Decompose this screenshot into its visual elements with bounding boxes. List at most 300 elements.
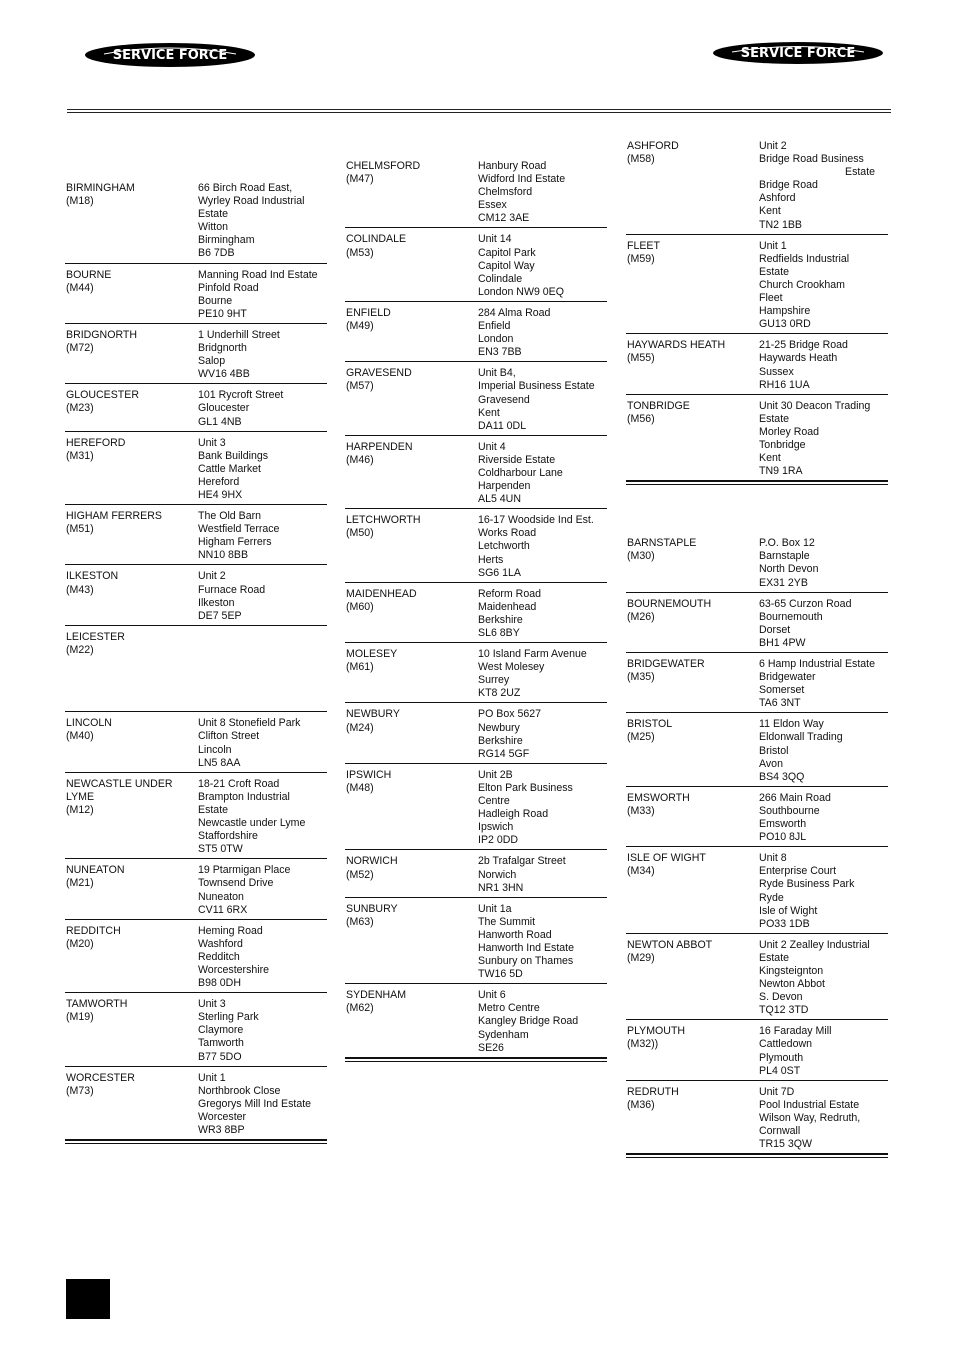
address-line: Gregorys Mill Ind Estate	[198, 1097, 312, 1110]
address-line: PO33 1DB	[759, 917, 810, 930]
address-line: Church Crookham	[759, 278, 845, 291]
address-line: Imperial Business Estate	[478, 380, 595, 393]
header-rule	[67, 109, 891, 113]
address-line: Coldharbour Lane	[478, 466, 563, 479]
centre-address	[759, 537, 888, 589]
address-line: Fleet	[759, 292, 783, 305]
centre-code: (M31)	[66, 449, 94, 462]
service-centre-entry	[65, 859, 327, 919]
service-centre-entry	[626, 653, 888, 713]
address-line: Kent	[759, 205, 781, 218]
address-line: Isle of Wight	[759, 904, 818, 917]
address-line: EX31 2YB	[759, 576, 808, 589]
centre-code: (M50)	[346, 527, 374, 540]
centre-location	[626, 537, 759, 589]
centre-address	[198, 329, 327, 381]
address-line: Bourne	[198, 294, 233, 307]
logo-text: SERVICE FORCE	[740, 46, 856, 61]
centre-code: (M53)	[346, 246, 374, 259]
centre-location	[626, 1086, 759, 1151]
centre-address	[478, 769, 607, 848]
address-line: Newbury	[478, 721, 520, 734]
centre-code: (M19)	[66, 1011, 94, 1024]
address-line: North Devon	[759, 563, 819, 576]
centre-location	[345, 769, 478, 848]
address-line: Hampshire	[759, 305, 811, 318]
address-line: Eldonwall Trading	[759, 731, 843, 744]
address-line: NN10 8BB	[198, 549, 249, 562]
address-column	[65, 182, 327, 1144]
centre-address	[198, 864, 327, 916]
town-name: IPSWICH	[346, 768, 392, 781]
centre-code: (M59)	[627, 252, 655, 265]
centre-code: (M26)	[627, 610, 655, 623]
service-centre-entry	[626, 847, 888, 934]
address-column	[626, 140, 888, 1158]
address-line: Letchworth	[478, 540, 530, 553]
address-line: Bank Buildings	[198, 449, 269, 462]
section-end-rule	[65, 1140, 327, 1144]
town-name: PLYMOUTH	[627, 1025, 686, 1038]
address-line: Cornwall	[759, 1125, 801, 1137]
address-line: PO Box 5627	[478, 708, 542, 721]
address-line: Witton	[198, 221, 229, 234]
town-name: BOURNEMOUTH	[627, 597, 712, 610]
address-line: Newcastle under Lyme	[198, 817, 306, 830]
address-line: Ilkeston	[198, 596, 235, 609]
address-line: TW16 5D	[478, 968, 523, 981]
address-line: Bridgewater	[759, 671, 816, 684]
service-centre-entry	[626, 235, 888, 335]
address-line: Estate	[759, 951, 790, 964]
address-line: Unit 8 Stonefield Park	[198, 717, 301, 730]
address-line: Ryde	[759, 891, 784, 904]
address-line: Manning Road Ind Estate	[198, 268, 318, 281]
centre-code: (M23)	[66, 402, 94, 415]
centre-address	[198, 182, 327, 261]
address-line: Emsworth	[759, 818, 807, 831]
address-line: Capitol Park	[478, 246, 536, 259]
town-name: BIRMINGHAM	[66, 182, 135, 194]
address-line: Estate	[845, 166, 876, 179]
address-line: Hanworth Road	[478, 928, 552, 941]
address-line: DE7 5EP	[198, 609, 242, 622]
address-line: Bristol	[759, 744, 789, 757]
centre-address	[759, 939, 888, 1018]
centre-location	[626, 718, 759, 783]
centre-address	[198, 998, 327, 1063]
address-line: Capitol Way	[478, 259, 535, 272]
centre-address	[198, 510, 327, 562]
address-line: SG6 1LA	[478, 566, 521, 579]
centre-code: (M18)	[66, 195, 94, 208]
address-line: Works Road	[478, 527, 537, 540]
address-line: B6 7DB	[198, 247, 235, 260]
centre-code: (M43)	[66, 583, 94, 596]
service-centre-entry	[345, 302, 607, 362]
centre-location	[345, 903, 478, 982]
address-line: Bridge Road	[759, 179, 818, 192]
address-line	[198, 683, 327, 696]
address-line: GU13 0RD	[759, 318, 811, 331]
service-centre-entry	[65, 626, 327, 713]
address-line: Estate	[198, 208, 229, 221]
address-line: 21-25 Bridge Road	[759, 339, 848, 352]
address-line: Ryde Business Park	[759, 878, 855, 891]
centre-code: (M73)	[66, 1084, 94, 1097]
address-line: Southbourne	[759, 804, 820, 817]
address-line: PO10 8JL	[759, 831, 807, 844]
address-line: Furnace Road	[198, 583, 266, 596]
town-name: LEICESTER	[66, 630, 125, 643]
service-centre-entry	[65, 182, 327, 264]
address-line: BH1 4PW	[759, 636, 806, 649]
centre-location	[65, 437, 198, 502]
address-line: Brampton Industrial	[198, 790, 290, 803]
address-line: Barnstaple	[759, 550, 810, 563]
service-centre-entry	[65, 432, 327, 505]
centre-address	[198, 437, 327, 502]
address-line: Cattledown	[759, 1038, 812, 1051]
address-line: Northbrook Close	[198, 1084, 281, 1097]
centre-address	[759, 792, 888, 844]
address-line: Enterprise Court	[759, 865, 837, 878]
centre-code: (M40)	[66, 730, 94, 743]
address-line: Sydenham	[478, 1028, 529, 1041]
centre-location	[626, 240, 759, 332]
centre-code: (M33)	[627, 804, 655, 817]
town-name: HAYWARDS HEATH	[627, 339, 726, 352]
service-centre-entry	[65, 993, 327, 1066]
address-line: Unit 6	[478, 989, 506, 1002]
address-line: Ashford	[759, 192, 796, 205]
address-line: HE4 9HX	[198, 488, 243, 501]
town-name: SUNBURY	[346, 902, 398, 915]
service-centre-entry	[65, 773, 327, 860]
address-line: Avon	[759, 757, 783, 770]
address-line: SE26	[478, 1041, 504, 1054]
address-line: Unit B4,	[478, 367, 516, 380]
centre-location	[345, 648, 478, 700]
address-line: Salop	[198, 355, 226, 368]
service-centre-entry	[345, 362, 607, 435]
service-centre-entry	[345, 160, 607, 228]
address-line: Nuneaton	[198, 890, 244, 903]
centre-location	[345, 514, 478, 579]
service-centre-entry	[65, 505, 327, 565]
address-line: Tonbridge	[759, 438, 806, 451]
address-line: Harpenden	[478, 480, 531, 493]
address-line: Heming Road	[198, 924, 263, 937]
address-line: DA11 0DL	[478, 419, 527, 432]
town-name: MOLESEY	[346, 648, 398, 661]
address-line: Chelmsford	[478, 186, 533, 199]
service-centre-entry	[65, 324, 327, 384]
serviceforce-logo-left	[84, 40, 256, 70]
address-line: CM12 3AE	[478, 212, 530, 225]
centre-code: (M36)	[627, 1098, 655, 1111]
address-line: Elton Park Business	[478, 781, 573, 794]
town-name: HIGHAM FERRERS	[66, 510, 162, 523]
centre-address	[478, 708, 607, 760]
address-line: Unit 8	[759, 852, 787, 865]
centre-location	[345, 367, 478, 432]
address-line: Kent	[478, 406, 500, 419]
centre-address	[759, 140, 888, 232]
address-line: Somerset	[759, 684, 805, 697]
centre-address	[759, 598, 888, 650]
address-line: PE10 9HT	[198, 307, 247, 320]
region-section	[626, 537, 888, 1158]
centre-location	[65, 864, 198, 916]
centre-location	[626, 400, 759, 479]
address-line: 266 Main Road	[759, 791, 831, 804]
address-line: TN9 1RA	[759, 465, 803, 478]
address-line: Riverside Estate	[478, 453, 556, 466]
address-line: TN2 1BB	[759, 218, 802, 231]
address-line: 18-21 Croft Road	[198, 777, 280, 790]
centre-location	[65, 925, 198, 990]
centre-address	[478, 989, 607, 1054]
address-line: Unit 1	[198, 1071, 226, 1084]
address-line: Colindale	[478, 272, 523, 285]
address-line: Wilson Way, Redruth,	[759, 1111, 861, 1124]
address-line: Westfield Terrace	[198, 523, 280, 536]
centre-location	[345, 160, 478, 225]
address-line: B77 5DO	[198, 1050, 242, 1063]
address-line: Pinfold Road	[198, 281, 259, 294]
service-centre-entry	[345, 643, 607, 703]
centre-location	[65, 389, 198, 428]
region-section	[626, 140, 888, 485]
centre-address	[198, 389, 327, 428]
town-name: SYDENHAM	[346, 989, 407, 1002]
address-line: London	[478, 333, 514, 346]
centre-location	[65, 631, 198, 710]
centre-code: (M63)	[346, 915, 374, 928]
address-line: Unit 14	[478, 233, 512, 246]
address-line: Unit 3	[198, 436, 226, 449]
address-line: Sterling Park	[198, 1011, 259, 1024]
town-name: BRIDGNORTH	[66, 328, 138, 341]
centre-code: (M72)	[66, 342, 94, 355]
address-column	[345, 160, 607, 1062]
address-line: 101 Rycroft Street	[198, 389, 284, 402]
centre-location	[626, 598, 759, 650]
centre-location	[65, 269, 198, 321]
town-name: NORWICH	[346, 855, 398, 868]
address-line: GL1 4NB	[198, 415, 242, 428]
address-line: Berkshire	[478, 734, 523, 747]
town-name: HARPENDEN	[346, 440, 413, 453]
centre-code: (M51)	[66, 523, 94, 536]
service-centre-entry	[345, 764, 607, 851]
centre-code: (M47)	[346, 173, 374, 186]
address-line: Essex	[478, 199, 507, 212]
centre-address	[478, 307, 607, 359]
town-name: MAIDENHEAD	[346, 587, 417, 600]
address-line: The Old Barn	[198, 510, 262, 523]
address-line: EN3 7BB	[478, 346, 522, 359]
address-line: Hanbury Road	[478, 160, 547, 172]
centre-location	[65, 182, 198, 261]
address-line: Norwich	[478, 868, 517, 881]
centre-address	[759, 1025, 888, 1077]
centre-location	[345, 588, 478, 640]
centre-code: (M30)	[627, 550, 655, 563]
town-name: HEREFORD	[66, 436, 126, 449]
address-line: 11 Eldon Way	[759, 718, 824, 731]
centre-address	[478, 648, 607, 700]
address-line: Claymore	[198, 1024, 244, 1037]
address-line: Unit 30 Deacon Trading	[759, 399, 871, 412]
centre-address	[478, 160, 607, 225]
town-name: NEWTON ABBOT	[627, 938, 713, 951]
service-centre-entry	[65, 565, 327, 625]
address-line: WV16 4BB	[198, 368, 250, 381]
service-centre-entry	[345, 703, 607, 763]
town-name: BARNSTAPLE	[627, 537, 697, 550]
address-line: B98 0DH	[198, 977, 241, 990]
service-centre-entry	[626, 140, 888, 235]
address-line: Unit 1a	[478, 902, 512, 915]
address-line: TR15 3QW	[759, 1138, 812, 1151]
address-line: SL6 8BY	[478, 627, 520, 639]
address-line: Higham Ferrers	[198, 536, 272, 549]
address-line: Bridge Road Business	[759, 153, 864, 166]
town-name: BRIDGEWATER	[627, 658, 705, 670]
address-line: ST5 0TW	[198, 843, 243, 856]
town-name: REDRUTH	[627, 1085, 679, 1098]
address-line: Dorset	[759, 623, 791, 636]
centre-address	[759, 400, 888, 479]
address-line: 6 Hamp Industrial Estate	[759, 658, 875, 670]
service-centre-entry	[345, 228, 607, 301]
service-centre-entry	[345, 436, 607, 509]
town-name: CHELMSFORD	[346, 160, 421, 172]
centre-address	[478, 855, 607, 894]
address-line: Widford Ind Estate	[478, 173, 566, 186]
centre-address	[478, 441, 607, 506]
town-name: EMSWORTH	[627, 791, 690, 804]
centre-code: (M62)	[346, 1002, 374, 1015]
town-name: BRISTOL	[627, 718, 673, 731]
centre-address	[759, 240, 888, 332]
address-line: AL5 4UN	[478, 493, 521, 506]
address-line: Cattle Market	[198, 462, 261, 475]
town-name: BOURNE	[66, 268, 112, 281]
town-name: TONBRIDGE	[627, 399, 690, 412]
address-line: Birmingham	[198, 234, 255, 247]
centre-code: (M46)	[346, 453, 374, 466]
address-line: Worcestershire	[198, 963, 270, 976]
address-line: Washford	[198, 937, 243, 950]
address-line: Unit 1	[759, 239, 787, 252]
service-centre-entry	[65, 712, 327, 772]
service-centre-entry	[626, 713, 888, 786]
centre-location	[65, 1072, 198, 1137]
centre-code: (M52)	[346, 868, 374, 881]
address-line: Unit 2B	[478, 768, 513, 781]
centre-address	[759, 852, 888, 931]
address-line: Hadleigh Road	[478, 808, 549, 821]
address-line: P.O. Box 12	[759, 537, 815, 550]
centre-address	[759, 1086, 888, 1151]
address-line: BS4 3QQ	[759, 770, 805, 783]
centre-code: (M61)	[346, 661, 374, 674]
service-centre-entry	[65, 384, 327, 431]
address-line: Gloucester	[198, 402, 250, 415]
service-centre-entry	[345, 850, 607, 897]
address-line: London NW9 0EQ	[478, 285, 564, 298]
centre-address	[198, 1072, 327, 1137]
address-line: Estate	[198, 803, 229, 816]
address-line: Morley Road	[759, 425, 820, 438]
section-gap	[626, 485, 888, 537]
town-name: FLEET	[627, 239, 660, 252]
service-centre-entry	[345, 509, 607, 582]
address-line: Herts	[478, 553, 504, 566]
town-name: ISLE OF WIGHT	[627, 852, 706, 865]
address-line: Townsend Drive	[198, 877, 274, 890]
town-name: REDDITCH	[66, 924, 121, 937]
address-line: Centre	[478, 795, 510, 808]
centre-location	[65, 778, 198, 857]
address-line: Hanworth Ind Estate	[478, 941, 574, 954]
address-line: 16-17 Woodside Ind Est.	[478, 514, 594, 527]
address-line: TA6 3NT	[759, 697, 801, 710]
service-centre-entry	[65, 264, 327, 324]
centre-code: (M56)	[627, 412, 655, 425]
centre-address	[478, 903, 607, 982]
address-line	[198, 631, 327, 644]
service-centre-entry	[626, 934, 888, 1021]
centre-code: (M25)	[627, 731, 655, 744]
service-centre-entry	[626, 537, 888, 592]
centre-location	[626, 1025, 759, 1077]
address-line: Kent	[759, 452, 781, 465]
town-name: WORCESTER	[66, 1071, 135, 1084]
centre-code: (M44)	[66, 281, 94, 294]
service-centre-entry	[626, 593, 888, 653]
town-name: NEWCASTLE UNDER LYME	[66, 777, 173, 803]
service-centre-entry	[626, 787, 888, 847]
centre-location	[345, 307, 478, 359]
service-centre-entry	[626, 395, 888, 482]
address-line: 284 Alma Road	[478, 306, 551, 319]
address-line: Maidenhead	[478, 600, 537, 613]
centre-location	[345, 855, 478, 894]
service-centre-entry	[345, 898, 607, 985]
centre-code: (M55)	[627, 352, 655, 365]
centre-address	[478, 233, 607, 298]
logo-badge	[84, 40, 256, 70]
address-line: Pool Industrial Estate	[759, 1098, 860, 1111]
address-line: Redditch	[198, 950, 240, 963]
address-line: Unit 2 Zealley Industrial	[759, 938, 870, 951]
address-line: Plymouth	[759, 1051, 804, 1064]
centre-address	[198, 778, 327, 857]
town-name: NUNEATON	[66, 864, 125, 877]
service-centre-entry	[626, 1081, 888, 1154]
address-line: Hereford	[198, 475, 240, 488]
address-line: 63-65 Curzon Road	[759, 597, 852, 610]
centre-location	[345, 441, 478, 506]
address-line: S. Devon	[759, 991, 803, 1004]
address-line: Metro Centre	[478, 1002, 540, 1015]
centre-code: (M22)	[66, 643, 94, 656]
address-line: 16 Faraday Mill	[759, 1025, 832, 1038]
